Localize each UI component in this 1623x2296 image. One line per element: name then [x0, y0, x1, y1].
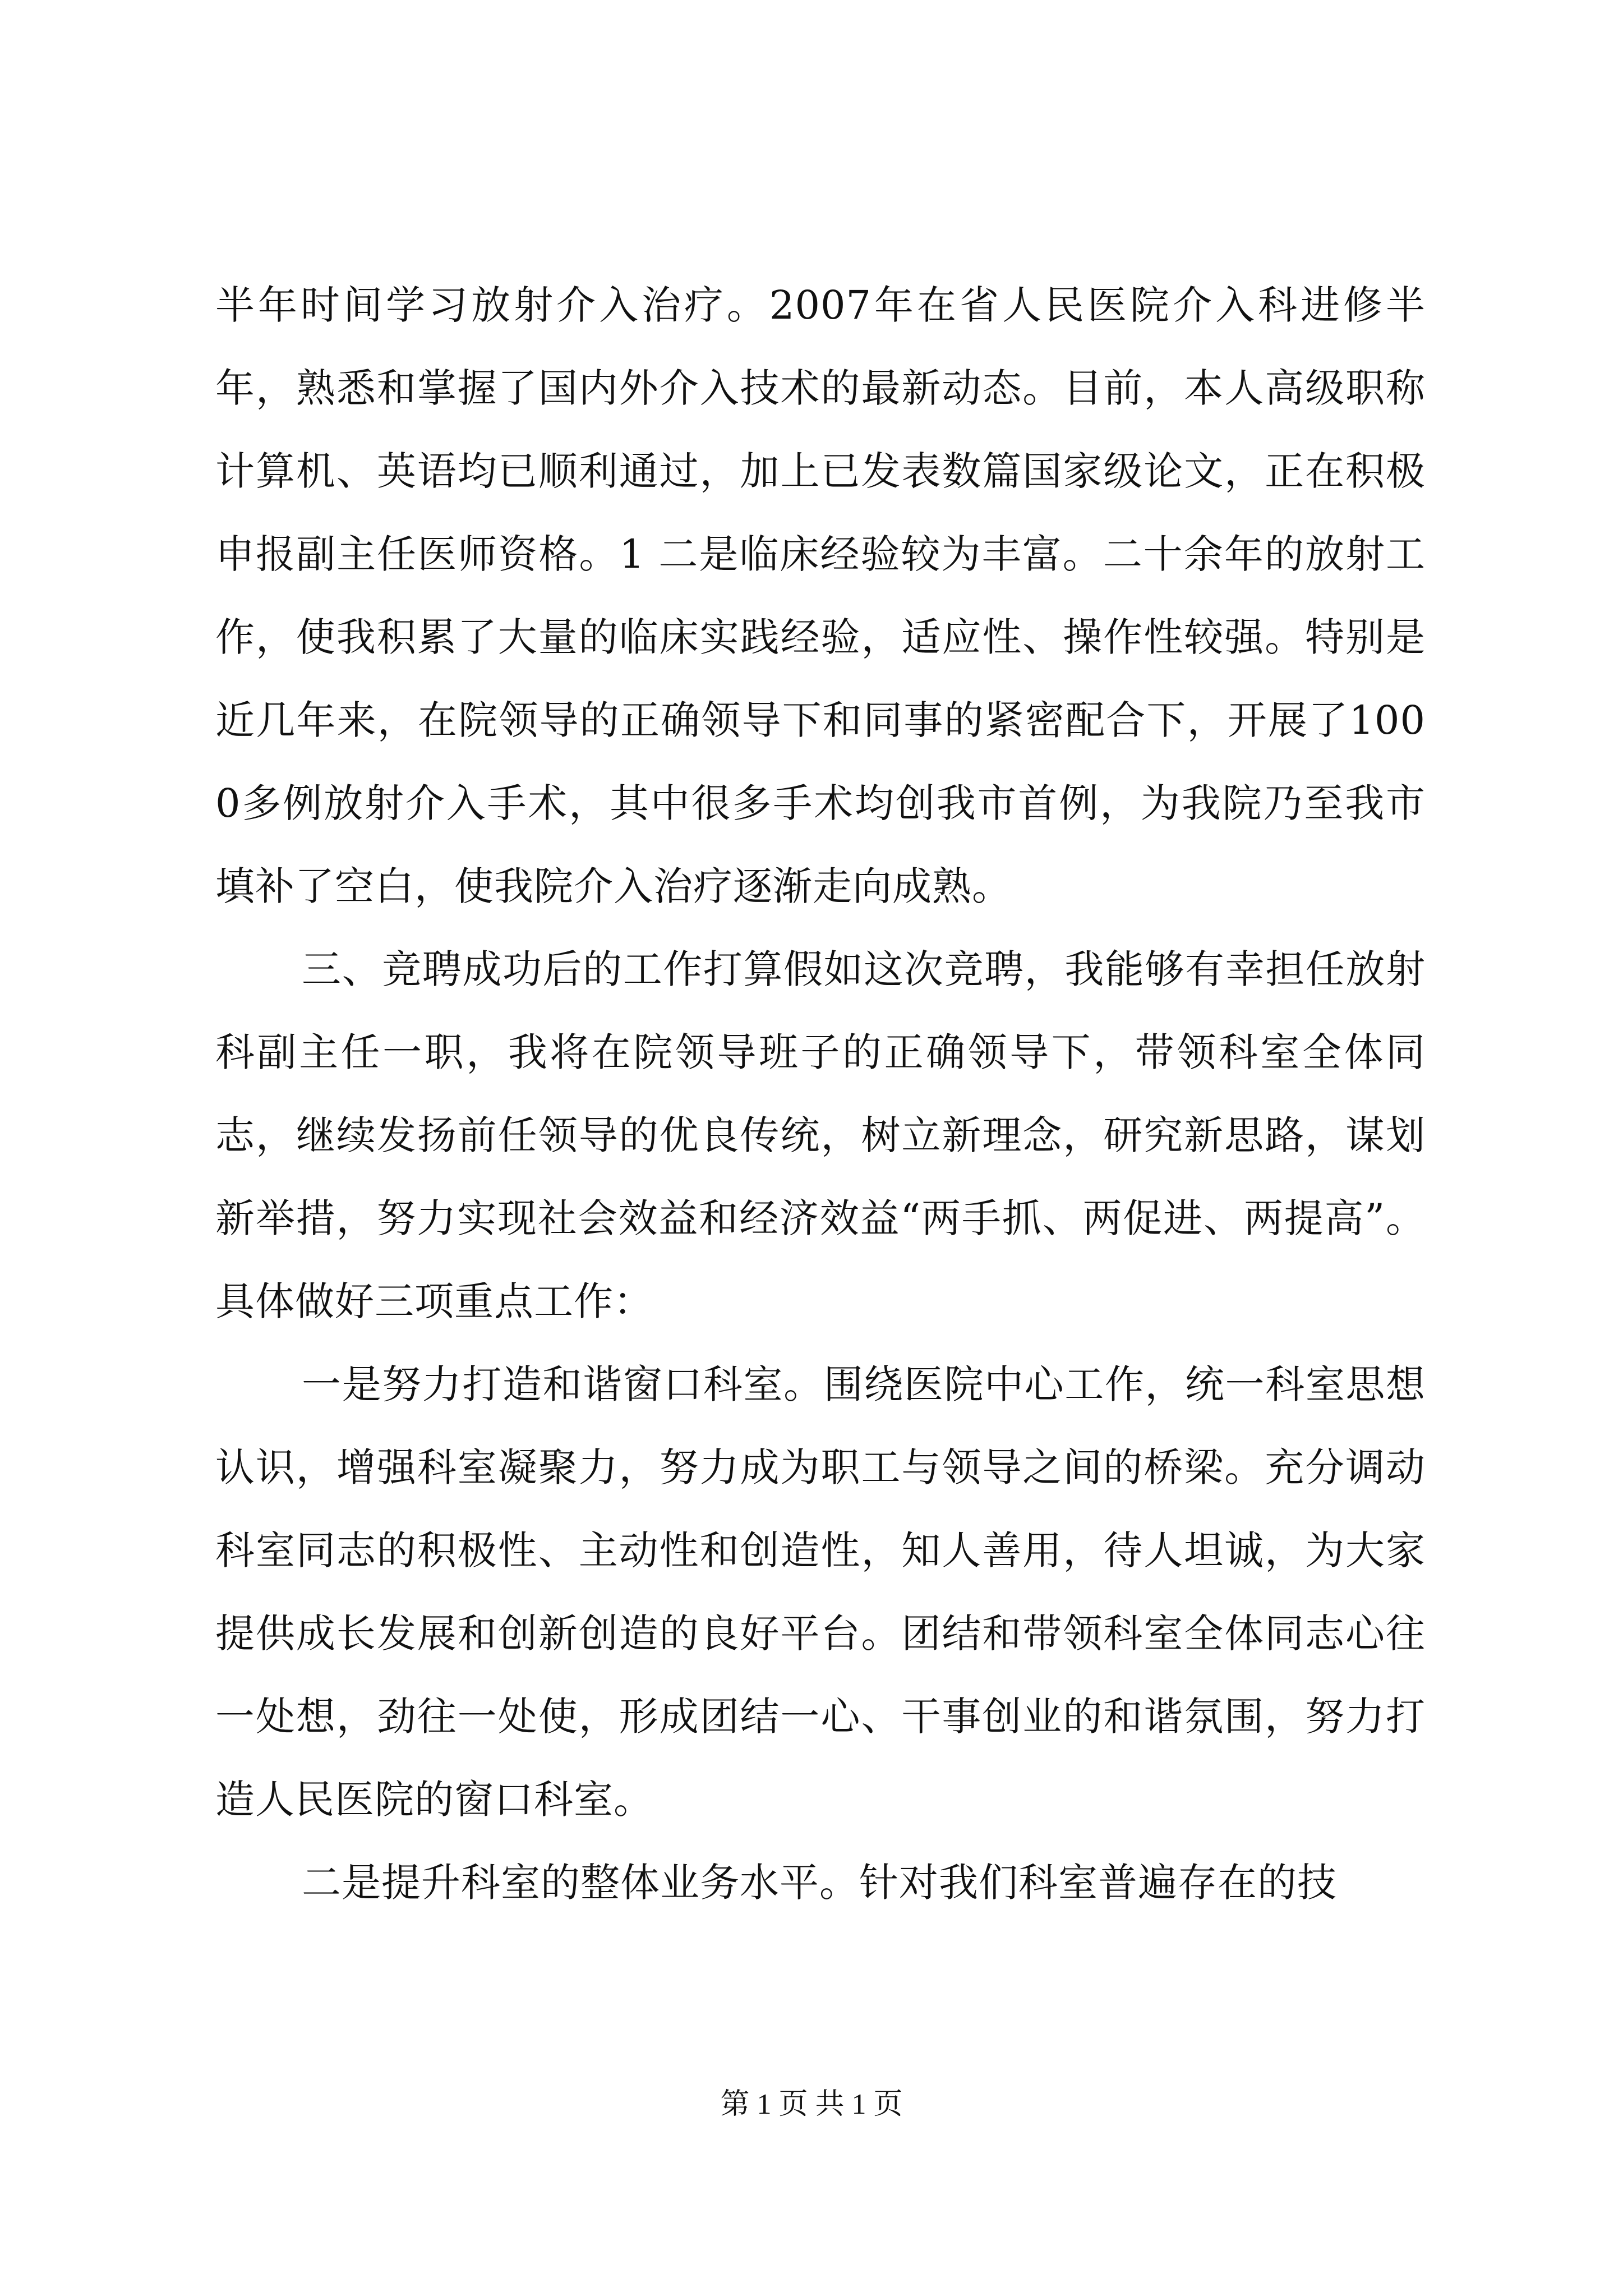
- paragraph-3: 一是努力打造和谐窗口科室。围绕医院中心工作，统一科室思想认识，增强科室凝聚力，努力成为职工与领导之间的桥梁。充分调动科室同志的积极性、主动性和创造性，知人善用，待人坦诚，为大家提供成长发展和创新创造的良好平台。团结和带领科室全体同志心往一处想，劲往一处使，形成团结一心、干事创业的和谐氛围，努力打造人民医院的窗口科室。: [215, 1361, 1426, 1823]
- paragraph-2: 三、竞聘成功后的工作打算假如这次竞聘，我能够有幸担任放射科副主任一职，我将在院领导班子的正确领导下，带领科室全体同志，继续发扬前任领导的优良传统，树立新理念，研究新思路，谋划新举措，努力实现社会效益和经济效益“两手抓、两促进、两提高”。具体做好三项重点工作：: [215, 946, 1426, 1324]
- page-footer: 第 1 页 共 1 页: [720, 2088, 903, 2120]
- paragraph-4: 二是提升科室的整体业务水平。针对我们科室普遍存在的技: [302, 1860, 1337, 1906]
- paragraph-1: 半年时间学习放射介入治疗。2007年在省人民医院介入科进修半年，熟悉和掌握了国内外介入技术的最新动态。目前，本人高级职称计算机、英语均已顺利通过，加上已发表数篇国家级论文，正在积极申报副主任医师资格。1 二是临床经验较为丰富。二十余年的放射工作，使我积累了大量的临床实践经验，适应性、操作性较强。特别是近几年来，在院领导的正确领导下和同事的紧密配合下，开展了1000多例放射介入手术，其中很多手术均创我市首例，为我院乃至我市填补了空白，使我院介入治疗逐渐走向成熟。: [215, 282, 1426, 909]
- document-body: [215, 264, 1426, 1924]
